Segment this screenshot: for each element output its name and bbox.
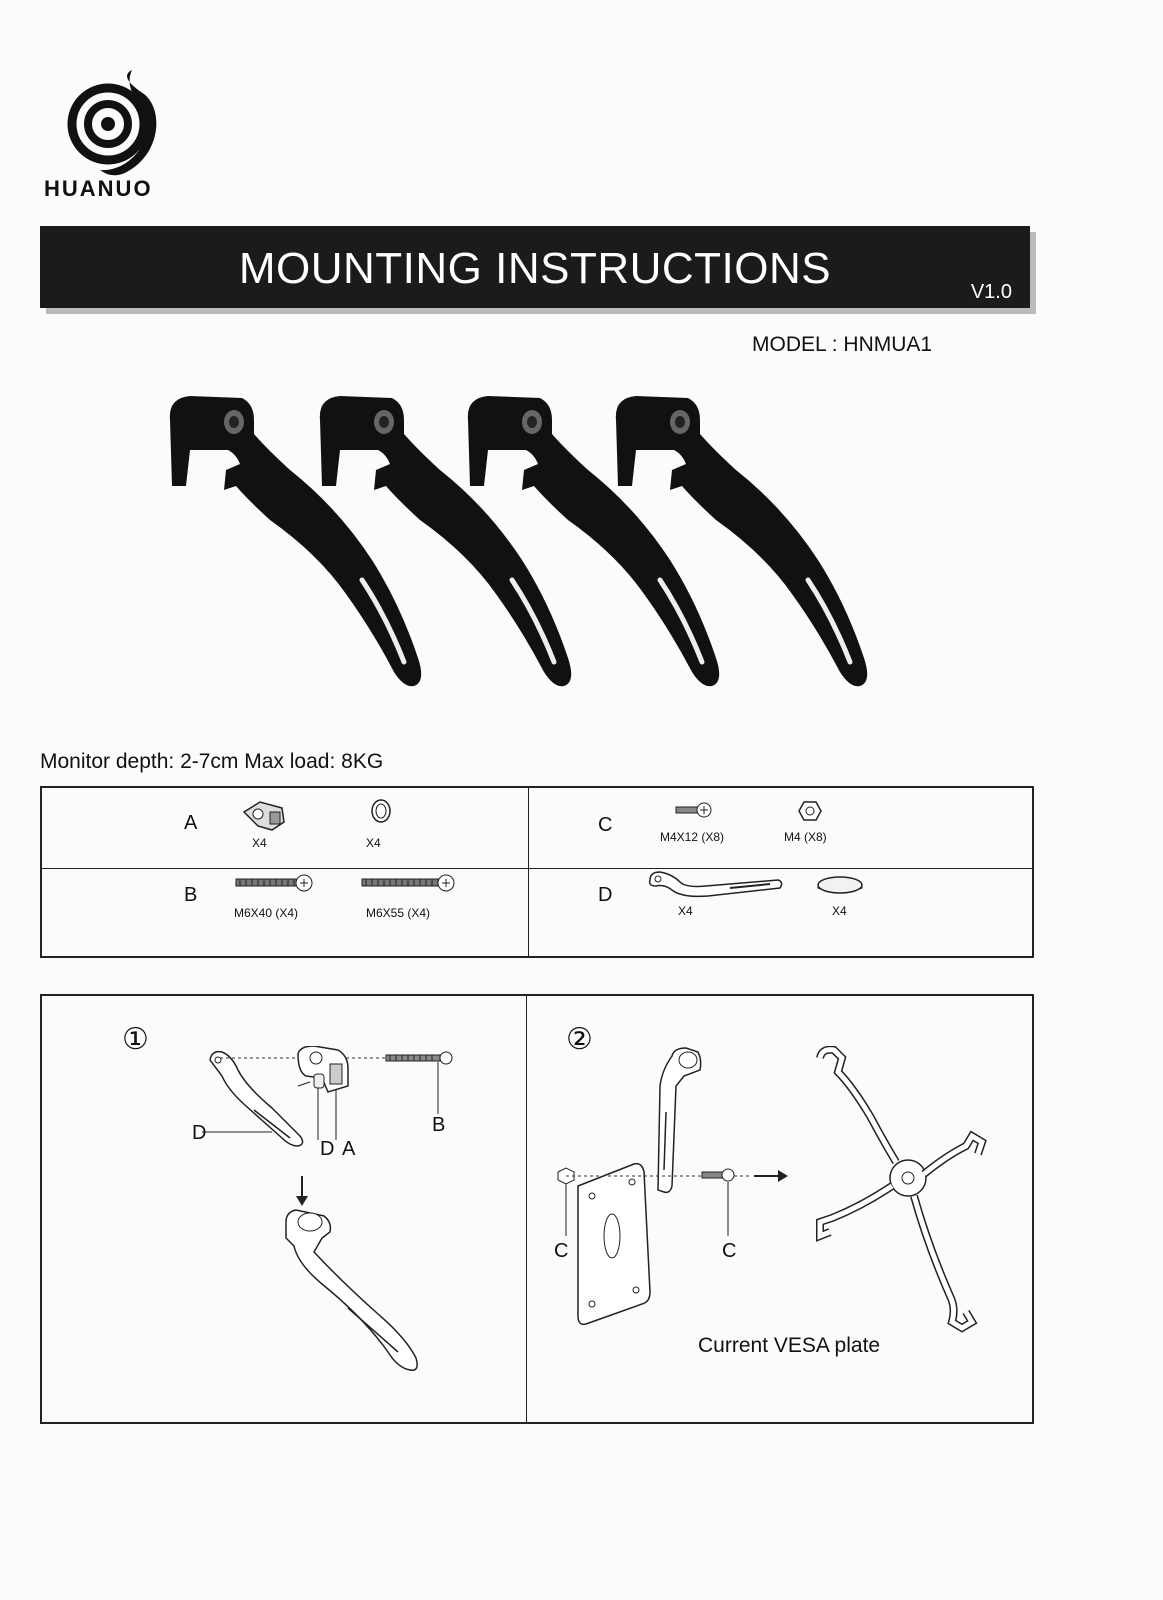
step-1-callout-b: B — [432, 1114, 446, 1136]
part-c-qty-2: M4 (X8) — [784, 830, 827, 844]
part-c-letter: C — [598, 814, 613, 836]
step-1-callout-d: D — [320, 1138, 335, 1160]
part-b-qty-2: M6X55 (X4) — [366, 906, 431, 920]
step-1-diagram — [202, 1046, 482, 1386]
page-title: MOUNTING INSTRUCTIONS — [238, 244, 832, 293]
step-2-number: ② — [566, 1023, 593, 1056]
step-2-callout-c-left: C — [554, 1240, 569, 1262]
step-1-callout-a: A — [342, 1138, 356, 1160]
spacer-ring-icon — [368, 796, 394, 826]
specs-text: Monitor depth: 2-7cm Max load: 8KG — [40, 750, 384, 773]
steps-panel — [40, 994, 1034, 1424]
brand-name: HUANUO — [44, 176, 153, 201]
screw-m4x12-icon — [674, 800, 714, 820]
step-2-diagram — [552, 1046, 1002, 1346]
part-c-qty-1: M4X12 (X8) — [660, 830, 725, 844]
part-a-qty-2: X4 — [366, 836, 381, 850]
part-b-qty-1: M6X40 (X4) — [234, 906, 299, 920]
hex-nut-icon — [798, 800, 822, 822]
part-d-qty-2: X4 — [832, 904, 847, 918]
bracket-clamp-icon — [238, 798, 292, 834]
rubber-pad-icon — [816, 874, 864, 896]
screw-m6x55-icon — [360, 872, 456, 894]
part-b-letter: B — [184, 884, 198, 906]
screw-m6x40-icon — [234, 872, 314, 894]
version-label: V1.0 — [970, 281, 1012, 303]
step-1-number: ① — [122, 1023, 149, 1056]
step-2-callout-c-right: C — [722, 1240, 737, 1262]
model-number: MODEL : HNMUA1 — [752, 333, 933, 356]
part-d-qty-1: X4 — [678, 904, 693, 918]
part-a-qty-1: X4 — [252, 836, 267, 850]
parts-table — [40, 786, 1034, 958]
product-image-brackets — [150, 390, 910, 710]
title-banner — [40, 226, 1030, 308]
vesa-plate-caption: Current VESA plate — [698, 1334, 881, 1357]
part-d-letter: D — [598, 884, 613, 906]
part-a-letter: A — [184, 812, 198, 834]
bracket-arm-icon — [646, 868, 786, 900]
step-1-callout-d-left: D — [192, 1122, 207, 1144]
